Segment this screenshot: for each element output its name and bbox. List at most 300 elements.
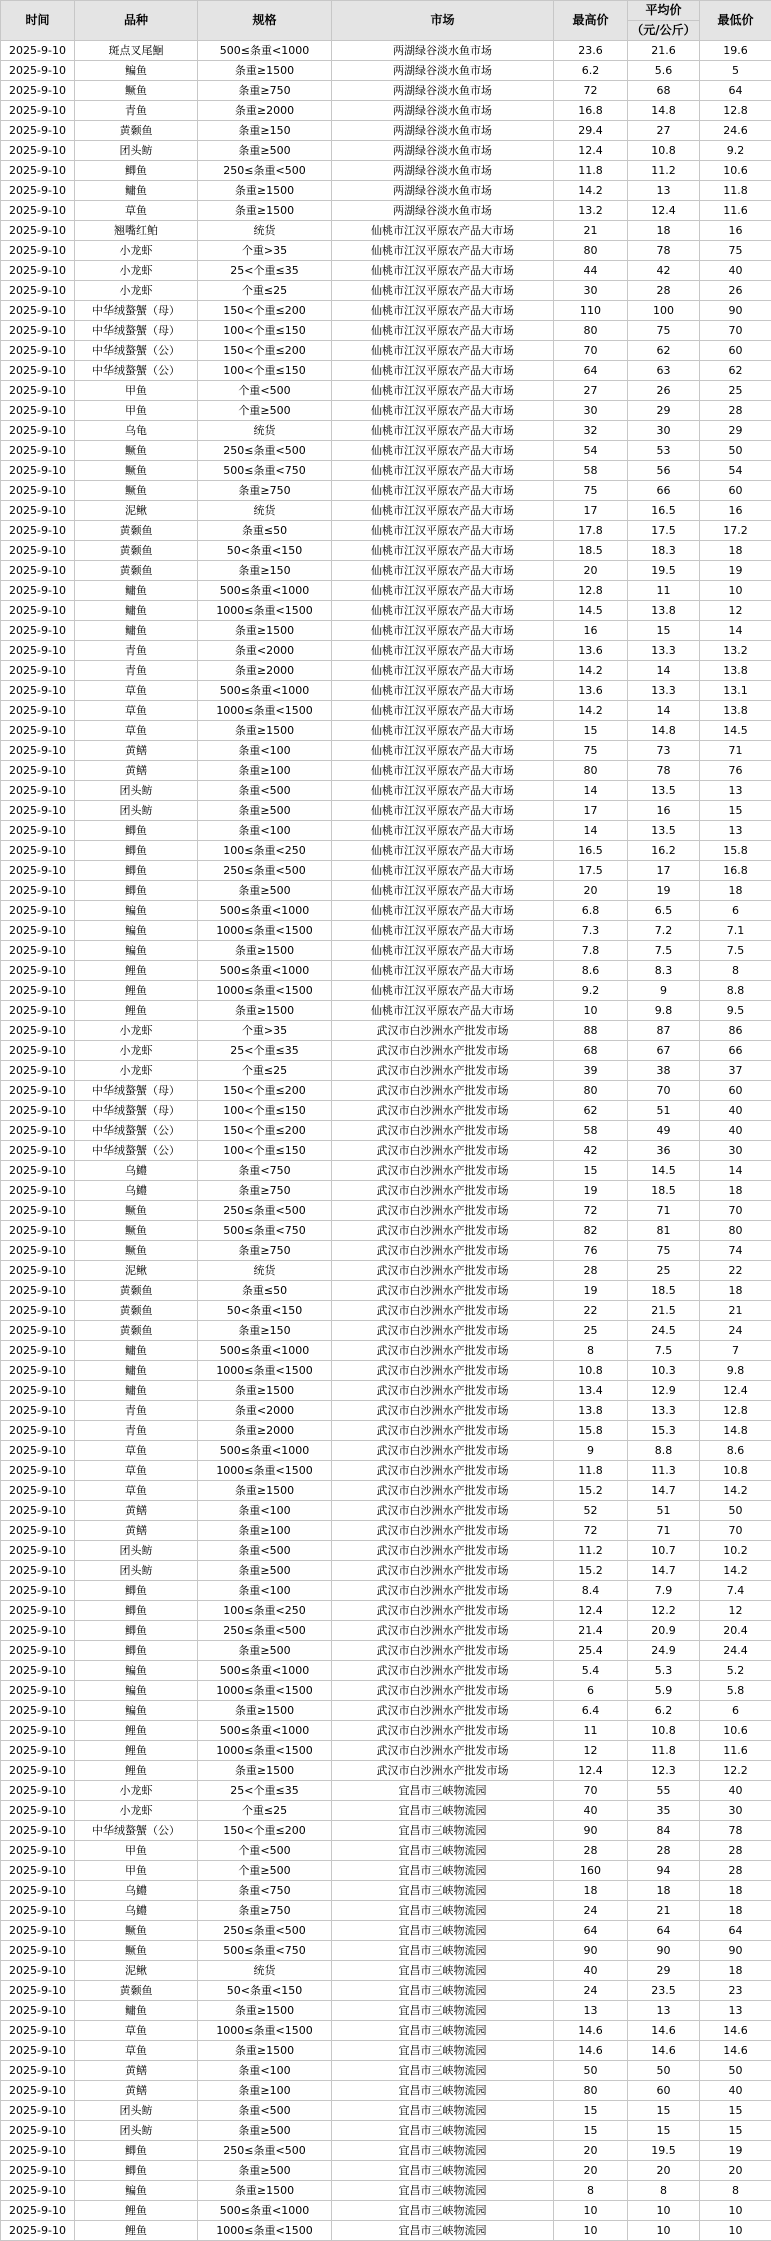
date-cell: 2025-9-10 xyxy=(1,881,75,901)
date-cell: 2025-9-10 xyxy=(1,701,75,721)
min-price-cell: 90 xyxy=(700,301,771,321)
avg-price-cell: 13.5 xyxy=(628,781,700,801)
market-cell: 仙桃市江汉平原农产品大市场 xyxy=(332,521,554,541)
table-row xyxy=(1,281,771,301)
table-row xyxy=(1,681,771,701)
spec-cell: 25<个重≤35 xyxy=(198,1041,332,1061)
spec-cell: 条重<750 xyxy=(198,1161,332,1181)
date-cell: 2025-9-10 xyxy=(1,201,75,221)
min-price-cell: 60 xyxy=(700,341,771,361)
spec-cell: 条重≥1500 xyxy=(198,2001,332,2021)
min-price-cell: 25 xyxy=(700,381,771,401)
min-price-cell: 13.8 xyxy=(700,701,771,721)
avg-price-cell: 71 xyxy=(628,1201,700,1221)
spec-cell: 50<条重<150 xyxy=(198,1981,332,2001)
market-cell: 武汉市白沙洲水产批发市场 xyxy=(332,1621,554,1641)
max-price-cell: 6 xyxy=(554,1681,628,1701)
date-cell: 2025-9-10 xyxy=(1,61,75,81)
spec-cell: 条重≥1500 xyxy=(198,201,332,221)
market-cell: 仙桃市江汉平原农产品大市场 xyxy=(332,641,554,661)
date-cell: 2025-9-10 xyxy=(1,1581,75,1601)
max-price-cell: 80 xyxy=(554,761,628,781)
avg-price-cell: 24.5 xyxy=(628,1321,700,1341)
date-cell: 2025-9-10 xyxy=(1,2181,75,2201)
table-row xyxy=(1,41,771,61)
header-variety: 品种 xyxy=(75,1,198,41)
max-price-cell: 88 xyxy=(554,1021,628,1041)
min-price-cell: 9.8 xyxy=(700,1361,771,1381)
date-cell: 2025-9-10 xyxy=(1,1721,75,1741)
market-cell: 两湖绿谷淡水鱼市场 xyxy=(332,141,554,161)
market-cell: 武汉市白沙洲水产批发市场 xyxy=(332,1361,554,1381)
spec-cell: 500≤条重<1000 xyxy=(198,41,332,61)
max-price-cell: 75 xyxy=(554,481,628,501)
avg-price-cell: 14.7 xyxy=(628,1481,700,1501)
table-row xyxy=(1,261,771,281)
date-cell: 2025-9-10 xyxy=(1,2001,75,2021)
min-price-cell: 40 xyxy=(700,1101,771,1121)
avg-price-cell: 14.5 xyxy=(628,1161,700,1181)
date-cell: 2025-9-10 xyxy=(1,2061,75,2081)
min-price-cell: 14 xyxy=(700,1161,771,1181)
date-cell: 2025-9-10 xyxy=(1,1141,75,1161)
table-row xyxy=(1,1021,771,1041)
max-price-cell: 10 xyxy=(554,1001,628,1021)
market-cell: 仙桃市江汉平原农产品大市场 xyxy=(332,841,554,861)
spec-cell: 150<个重≤200 xyxy=(198,1121,332,1141)
max-price-cell: 17.5 xyxy=(554,861,628,881)
date-cell: 2025-9-10 xyxy=(1,861,75,881)
table-row xyxy=(1,1561,771,1581)
variety-cell: 鲫鱼 xyxy=(75,2141,198,2161)
min-price-cell: 16 xyxy=(700,221,771,241)
avg-price-cell: 10.7 xyxy=(628,1541,700,1561)
date-cell: 2025-9-10 xyxy=(1,1001,75,1021)
max-price-cell: 14.6 xyxy=(554,2041,628,2061)
min-price-cell: 15.8 xyxy=(700,841,771,861)
spec-cell: 1000≤条重<1500 xyxy=(198,2021,332,2041)
date-cell: 2025-9-10 xyxy=(1,1381,75,1401)
variety-cell: 黄颡鱼 xyxy=(75,121,198,141)
date-cell: 2025-9-10 xyxy=(1,381,75,401)
min-price-cell: 40 xyxy=(700,1121,771,1141)
date-cell: 2025-9-10 xyxy=(1,801,75,821)
market-cell: 仙桃市江汉平原农产品大市场 xyxy=(332,761,554,781)
avg-price-cell: 66 xyxy=(628,481,700,501)
date-cell: 2025-9-10 xyxy=(1,1101,75,1121)
max-price-cell: 8.6 xyxy=(554,961,628,981)
spec-cell: 条重≥1500 xyxy=(198,1761,332,1781)
table-row xyxy=(1,121,771,141)
min-price-cell: 15 xyxy=(700,2121,771,2141)
variety-cell: 鲫鱼 xyxy=(75,821,198,841)
table-row xyxy=(1,961,771,981)
date-cell: 2025-9-10 xyxy=(1,1641,75,1661)
variety-cell: 黄颡鱼 xyxy=(75,1321,198,1341)
table-row xyxy=(1,561,771,581)
min-price-cell: 60 xyxy=(700,1081,771,1101)
max-price-cell: 10.8 xyxy=(554,1361,628,1381)
market-cell: 仙桃市江汉平原农产品大市场 xyxy=(332,941,554,961)
market-cell: 武汉市白沙洲水产批发市场 xyxy=(332,1301,554,1321)
min-price-cell: 18 xyxy=(700,1881,771,1901)
spec-cell: 250≤条重<500 xyxy=(198,161,332,181)
variety-cell: 鳊鱼 xyxy=(75,2181,198,2201)
spec-cell: 条重≥150 xyxy=(198,121,332,141)
date-cell: 2025-9-10 xyxy=(1,1881,75,1901)
market-cell: 武汉市白沙洲水产批发市场 xyxy=(332,1201,554,1221)
spec-cell: 条重≥750 xyxy=(198,1901,332,1921)
min-price-cell: 5.8 xyxy=(700,1681,771,1701)
spec-cell: 条重≥500 xyxy=(198,881,332,901)
max-price-cell: 11 xyxy=(554,1721,628,1741)
min-price-cell: 13 xyxy=(700,821,771,841)
variety-cell: 鳜鱼 xyxy=(75,441,198,461)
date-cell: 2025-9-10 xyxy=(1,281,75,301)
variety-cell: 草鱼 xyxy=(75,1441,198,1461)
max-price-cell: 15 xyxy=(554,2101,628,2121)
market-cell: 宜昌市三峡物流园 xyxy=(332,2021,554,2041)
date-cell: 2025-9-10 xyxy=(1,1521,75,1541)
avg-price-cell: 71 xyxy=(628,1521,700,1541)
max-price-cell: 6.2 xyxy=(554,61,628,81)
variety-cell: 团头鲂 xyxy=(75,781,198,801)
avg-price-cell: 8.3 xyxy=(628,961,700,981)
market-cell: 宜昌市三峡物流园 xyxy=(332,2041,554,2061)
spec-cell: 条重≥150 xyxy=(198,1321,332,1341)
market-cell: 武汉市白沙洲水产批发市场 xyxy=(332,1021,554,1041)
table-row xyxy=(1,1161,771,1181)
avg-price-cell: 10.8 xyxy=(628,141,700,161)
table-row xyxy=(1,521,771,541)
market-cell: 武汉市白沙洲水产批发市场 xyxy=(332,1421,554,1441)
table-row xyxy=(1,1041,771,1061)
max-price-cell: 11.8 xyxy=(554,1461,628,1481)
min-price-cell: 14.8 xyxy=(700,1421,771,1441)
table-row xyxy=(1,2061,771,2081)
max-price-cell: 32 xyxy=(554,421,628,441)
spec-cell: 条重≥1500 xyxy=(198,61,332,81)
min-price-cell: 70 xyxy=(700,321,771,341)
min-price-cell: 78 xyxy=(700,1821,771,1841)
table-row xyxy=(1,1521,771,1541)
variety-cell: 鲤鱼 xyxy=(75,1001,198,1021)
avg-price-cell: 13.3 xyxy=(628,1401,700,1421)
spec-cell: 统货 xyxy=(198,421,332,441)
variety-cell: 鳜鱼 xyxy=(75,481,198,501)
variety-cell: 黄鳝 xyxy=(75,1521,198,1541)
spec-cell: 100≤条重<250 xyxy=(198,1601,332,1621)
market-cell: 仙桃市江汉平原农产品大市场 xyxy=(332,821,554,841)
variety-cell: 中华绒螯蟹（公） xyxy=(75,1121,198,1141)
table-row xyxy=(1,1321,771,1341)
variety-cell: 团头鲂 xyxy=(75,2101,198,2121)
min-price-cell: 13.2 xyxy=(700,641,771,661)
spec-cell: 条重≥1500 xyxy=(198,1701,332,1721)
market-cell: 武汉市白沙洲水产批发市场 xyxy=(332,1661,554,1681)
max-price-cell: 75 xyxy=(554,741,628,761)
avg-price-cell: 30 xyxy=(628,421,700,441)
spec-cell: 150<个重≤200 xyxy=(198,1081,332,1101)
max-price-cell: 30 xyxy=(554,401,628,421)
date-cell: 2025-9-10 xyxy=(1,1681,75,1701)
spec-cell: 条重≥2000 xyxy=(198,101,332,121)
market-cell: 仙桃市江汉平原农产品大市场 xyxy=(332,321,554,341)
date-cell: 2025-9-10 xyxy=(1,941,75,961)
table-row xyxy=(1,2221,771,2241)
market-cell: 宜昌市三峡物流园 xyxy=(332,1881,554,1901)
spec-cell: 500≤条重<1000 xyxy=(198,1341,332,1361)
avg-price-cell: 60 xyxy=(628,2081,700,2101)
max-price-cell: 50 xyxy=(554,2061,628,2081)
date-cell: 2025-9-10 xyxy=(1,781,75,801)
market-cell: 宜昌市三峡物流园 xyxy=(332,1941,554,1961)
max-price-cell: 76 xyxy=(554,1241,628,1261)
avg-price-cell: 5.3 xyxy=(628,1661,700,1681)
max-price-cell: 15.2 xyxy=(554,1481,628,1501)
date-cell: 2025-9-10 xyxy=(1,341,75,361)
date-cell: 2025-9-10 xyxy=(1,1781,75,1801)
spec-cell: 个重>35 xyxy=(198,1021,332,1041)
avg-price-cell: 68 xyxy=(628,81,700,101)
market-cell: 武汉市白沙洲水产批发市场 xyxy=(332,1341,554,1361)
table-row xyxy=(1,1441,771,1461)
max-price-cell: 30 xyxy=(554,281,628,301)
market-cell: 仙桃市江汉平原农产品大市场 xyxy=(332,541,554,561)
avg-price-cell: 19.5 xyxy=(628,2141,700,2161)
min-price-cell: 40 xyxy=(700,1781,771,1801)
market-cell: 两湖绿谷淡水鱼市场 xyxy=(332,61,554,81)
market-cell: 宜昌市三峡物流园 xyxy=(332,2201,554,2221)
min-price-cell: 10.2 xyxy=(700,1541,771,1561)
market-cell: 宜昌市三峡物流园 xyxy=(332,2221,554,2241)
spec-cell: 条重≥2000 xyxy=(198,1421,332,1441)
spec-cell: 250≤条重<500 xyxy=(198,1621,332,1641)
spec-cell: 条重≥100 xyxy=(198,1521,332,1541)
avg-price-cell: 50 xyxy=(628,2061,700,2081)
market-cell: 两湖绿谷淡水鱼市场 xyxy=(332,161,554,181)
avg-price-cell: 81 xyxy=(628,1221,700,1241)
max-price-cell: 21.4 xyxy=(554,1621,628,1641)
variety-cell: 鳊鱼 xyxy=(75,901,198,921)
variety-cell: 黄鳝 xyxy=(75,1501,198,1521)
date-cell: 2025-9-10 xyxy=(1,401,75,421)
variety-cell: 青鱼 xyxy=(75,1401,198,1421)
max-price-cell: 44 xyxy=(554,261,628,281)
table-row xyxy=(1,1501,771,1521)
table-row xyxy=(1,1361,771,1381)
avg-price-cell: 12.3 xyxy=(628,1761,700,1781)
market-cell: 宜昌市三峡物流园 xyxy=(332,1841,554,1861)
spec-cell: 条重<500 xyxy=(198,781,332,801)
variety-cell: 乌鳢 xyxy=(75,1161,198,1181)
avg-price-cell: 13 xyxy=(628,2001,700,2021)
avg-price-cell: 75 xyxy=(628,321,700,341)
max-price-cell: 12.8 xyxy=(554,581,628,601)
max-price-cell: 25 xyxy=(554,1321,628,1341)
market-cell: 仙桃市江汉平原农产品大市场 xyxy=(332,581,554,601)
variety-cell: 鳙鱼 xyxy=(75,1381,198,1401)
min-price-cell: 11.8 xyxy=(700,181,771,201)
date-cell: 2025-9-10 xyxy=(1,221,75,241)
variety-cell: 泥鳅 xyxy=(75,1261,198,1281)
spec-cell: 条重<2000 xyxy=(198,641,332,661)
min-price-cell: 12 xyxy=(700,1601,771,1621)
max-price-cell: 20 xyxy=(554,561,628,581)
date-cell: 2025-9-10 xyxy=(1,1181,75,1201)
avg-price-cell: 10.8 xyxy=(628,1721,700,1741)
avg-price-cell: 84 xyxy=(628,1821,700,1841)
min-price-cell: 37 xyxy=(700,1061,771,1081)
spec-cell: 1000≤条重<1500 xyxy=(198,1361,332,1381)
market-cell: 仙桃市江汉平原农产品大市场 xyxy=(332,361,554,381)
avg-price-cell: 55 xyxy=(628,1781,700,1801)
min-price-cell: 13 xyxy=(700,2001,771,2021)
date-cell: 2025-9-10 xyxy=(1,1161,75,1181)
min-price-cell: 17.2 xyxy=(700,521,771,541)
min-price-cell: 64 xyxy=(700,1921,771,1941)
avg-price-cell: 51 xyxy=(628,1501,700,1521)
min-price-cell: 5.2 xyxy=(700,1661,771,1681)
table-row xyxy=(1,221,771,241)
min-price-cell: 19 xyxy=(700,561,771,581)
market-cell: 仙桃市江汉平原农产品大市场 xyxy=(332,241,554,261)
avg-price-cell: 53 xyxy=(628,441,700,461)
variety-cell: 鳊鱼 xyxy=(75,1681,198,1701)
table-row xyxy=(1,2041,771,2061)
avg-price-cell: 8 xyxy=(628,2181,700,2201)
table-row xyxy=(1,1881,771,1901)
header-max-price: 最高价 xyxy=(554,1,628,41)
table-row xyxy=(1,1941,771,1961)
avg-price-cell: 56 xyxy=(628,461,700,481)
date-cell: 2025-9-10 xyxy=(1,1301,75,1321)
avg-price-cell: 11 xyxy=(628,581,700,601)
table-row xyxy=(1,2021,771,2041)
avg-price-cell: 73 xyxy=(628,741,700,761)
date-cell: 2025-9-10 xyxy=(1,901,75,921)
max-price-cell: 18.5 xyxy=(554,541,628,561)
avg-price-cell: 12.2 xyxy=(628,1601,700,1621)
max-price-cell: 13.6 xyxy=(554,681,628,701)
spec-cell: 条重≥1500 xyxy=(198,2041,332,2061)
min-price-cell: 90 xyxy=(700,1941,771,1961)
min-price-cell: 20.4 xyxy=(700,1621,771,1641)
date-cell: 2025-9-10 xyxy=(1,301,75,321)
spec-cell: 条重≥1500 xyxy=(198,721,332,741)
variety-cell: 中华绒螯蟹（公） xyxy=(75,1821,198,1841)
max-price-cell: 80 xyxy=(554,2081,628,2101)
min-price-cell: 7.5 xyxy=(700,941,771,961)
date-cell: 2025-9-10 xyxy=(1,1621,75,1641)
avg-price-cell: 18.5 xyxy=(628,1281,700,1301)
date-cell: 2025-9-10 xyxy=(1,1561,75,1581)
variety-cell: 鳜鱼 xyxy=(75,461,198,481)
avg-price-cell: 15 xyxy=(628,2101,700,2121)
table-row xyxy=(1,401,771,421)
table-row xyxy=(1,1481,771,1501)
spec-cell: 100<个重≤150 xyxy=(198,1101,332,1121)
max-price-cell: 22 xyxy=(554,1301,628,1321)
spec-cell: 1000≤条重<1500 xyxy=(198,981,332,1001)
variety-cell: 草鱼 xyxy=(75,2021,198,2041)
avg-price-cell: 75 xyxy=(628,1241,700,1261)
max-price-cell: 14 xyxy=(554,821,628,841)
min-price-cell: 8 xyxy=(700,961,771,981)
variety-cell: 团头鲂 xyxy=(75,801,198,821)
date-cell: 2025-9-10 xyxy=(1,661,75,681)
min-price-cell: 28 xyxy=(700,401,771,421)
spec-cell: 1000≤条重<1500 xyxy=(198,1461,332,1481)
spec-cell: 500≤条重<1000 xyxy=(198,1721,332,1741)
variety-cell: 中华绒螯蟹（公） xyxy=(75,361,198,381)
market-cell: 武汉市白沙洲水产批发市场 xyxy=(332,1321,554,1341)
variety-cell: 鳜鱼 xyxy=(75,1921,198,1941)
min-price-cell: 19.6 xyxy=(700,41,771,61)
spec-cell: 个重≤25 xyxy=(198,281,332,301)
date-cell: 2025-9-10 xyxy=(1,2161,75,2181)
table-row xyxy=(1,901,771,921)
table-row xyxy=(1,2121,771,2141)
market-cell: 仙桃市江汉平原农产品大市场 xyxy=(332,681,554,701)
variety-cell: 团头鲂 xyxy=(75,1541,198,1561)
table-row xyxy=(1,761,771,781)
table-row xyxy=(1,821,771,841)
table-row xyxy=(1,1801,771,1821)
spec-cell: 条重≥100 xyxy=(198,761,332,781)
variety-cell: 中华绒螯蟹（公） xyxy=(75,1141,198,1161)
variety-cell: 草鱼 xyxy=(75,681,198,701)
spec-cell: 条重<100 xyxy=(198,821,332,841)
date-cell: 2025-9-10 xyxy=(1,1281,75,1301)
spec-cell: 250≤条重<500 xyxy=(198,441,332,461)
min-price-cell: 8.6 xyxy=(700,1441,771,1461)
table-row xyxy=(1,1701,771,1721)
table-row xyxy=(1,1981,771,2001)
max-price-cell: 11.8 xyxy=(554,161,628,181)
variety-cell: 黄颡鱼 xyxy=(75,1301,198,1321)
table-row xyxy=(1,661,771,681)
market-cell: 武汉市白沙洲水产批发市场 xyxy=(332,1521,554,1541)
min-price-cell: 20 xyxy=(700,2161,771,2181)
market-cell: 宜昌市三峡物流园 xyxy=(332,1781,554,1801)
max-price-cell: 29.4 xyxy=(554,121,628,141)
variety-cell: 黄鳝 xyxy=(75,761,198,781)
market-cell: 仙桃市江汉平原农产品大市场 xyxy=(332,341,554,361)
min-price-cell: 7.4 xyxy=(700,1581,771,1601)
table-row xyxy=(1,141,771,161)
date-cell: 2025-9-10 xyxy=(1,1861,75,1881)
date-cell: 2025-9-10 xyxy=(1,1741,75,1761)
avg-price-cell: 26 xyxy=(628,381,700,401)
spec-cell: 25<个重≤35 xyxy=(198,1781,332,1801)
table-row xyxy=(1,541,771,561)
max-price-cell: 13.8 xyxy=(554,1401,628,1421)
spec-cell: 1000≤条重<1500 xyxy=(198,701,332,721)
variety-cell: 中华绒螯蟹（母） xyxy=(75,1081,198,1101)
avg-price-cell: 21.6 xyxy=(628,41,700,61)
spec-cell: 条重≥500 xyxy=(198,1561,332,1581)
table-row xyxy=(1,1601,771,1621)
date-cell: 2025-9-10 xyxy=(1,1821,75,1841)
variety-cell: 鲫鱼 xyxy=(75,1641,198,1661)
spec-cell: 条重<500 xyxy=(198,2101,332,2121)
variety-cell: 鲤鱼 xyxy=(75,1741,198,1761)
avg-price-cell: 9.8 xyxy=(628,1001,700,1021)
spec-cell: 条重≤50 xyxy=(198,521,332,541)
max-price-cell: 14.6 xyxy=(554,2021,628,2041)
table-row xyxy=(1,1281,771,1301)
